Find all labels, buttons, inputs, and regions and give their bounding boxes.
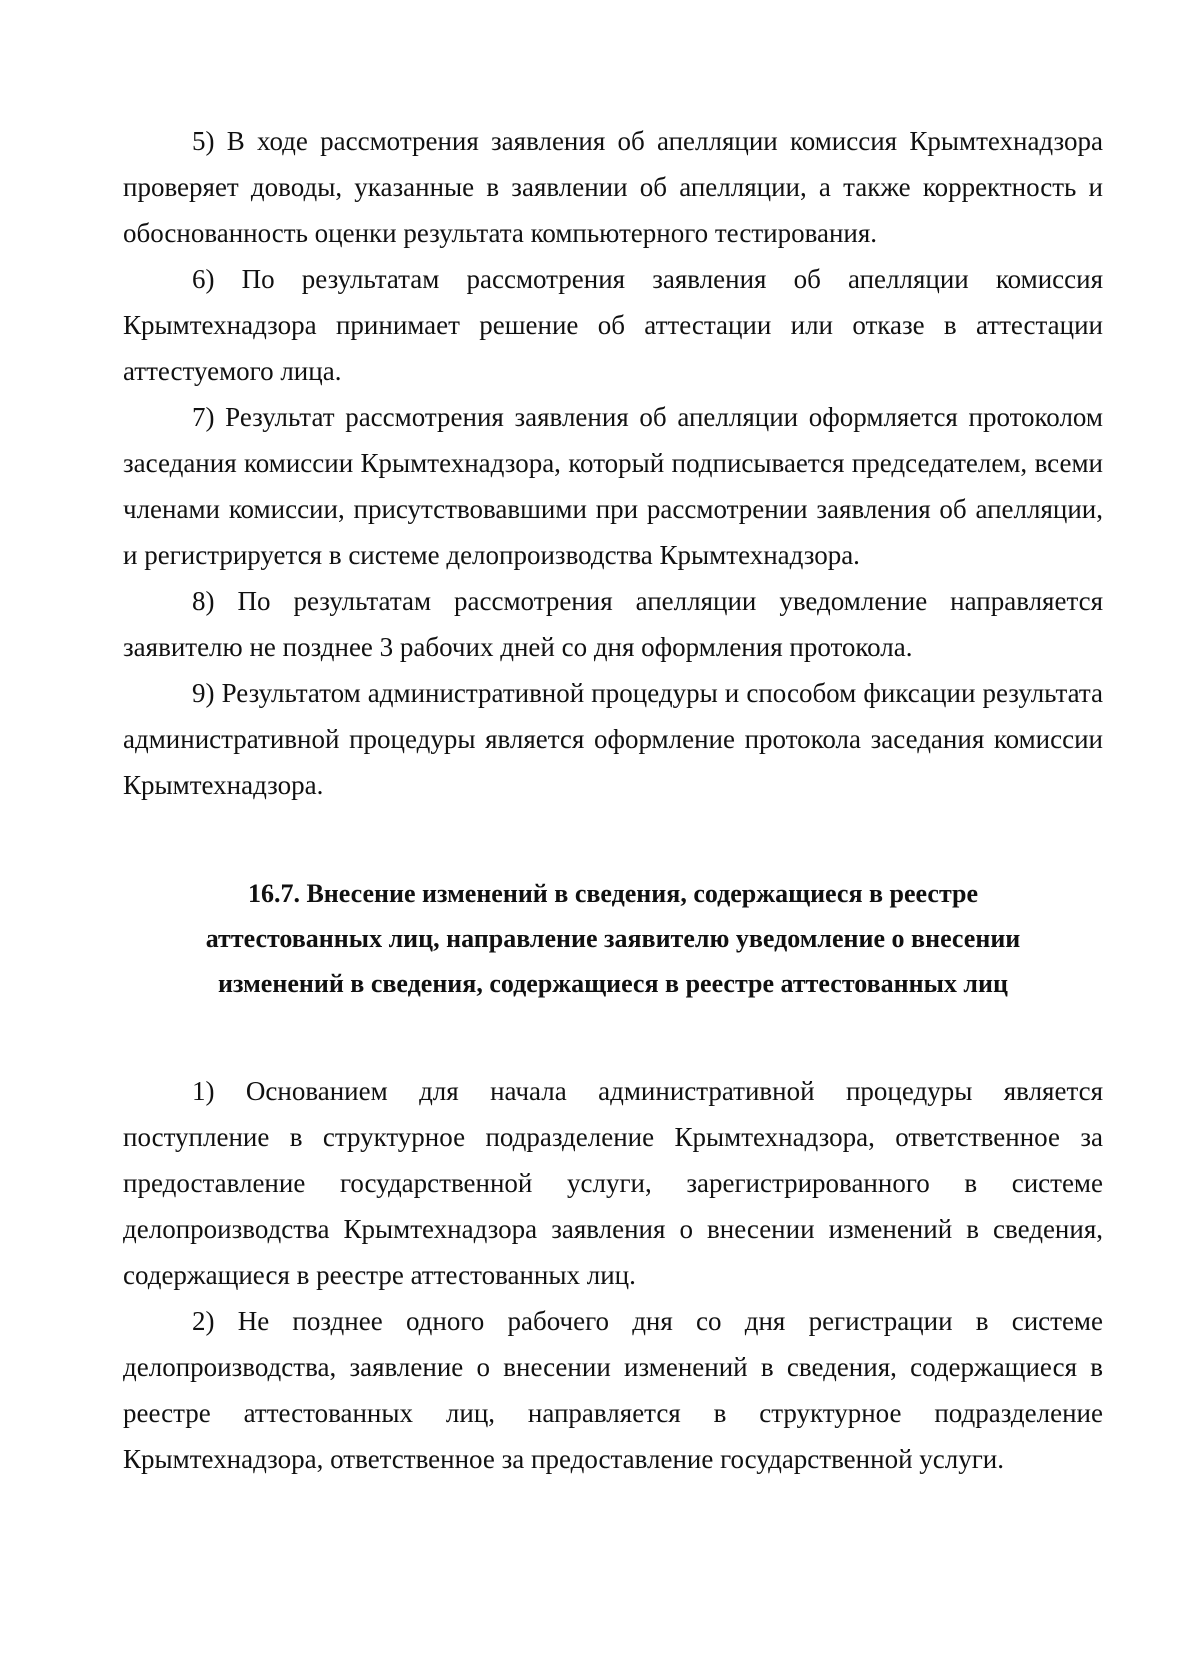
paragraph-1: 1) Основанием для начала административной процедуры является поступление в структурное подразделение Крымтехнадзора, ответственное за предоставление государственной услуги, зарегистрированного в системе делопроизводства Крымтехнадзора заявления о внесении изменений в сведения, содержащиеся в реестре аттестованных лиц. [123,1076,1103,1290]
page-content [123,118,1103,1482]
paragraph-8: 8) По результатам рассмотрения апелляции уведомление направляется заявителю не позднее 3 рабочих дней со дня оформления протокола. [123,586,1103,662]
section-appeal-procedure [123,118,1103,808]
paragraph-9: 9) Результатом административной процедуры и способом фиксации результата административной процедуры является оформление протокола заседания комиссии Крымтехнадзора. [123,678,1103,800]
paragraph-7: 7) Результат рассмотрения заявления об апелляции оформляется протоколом заседания комиссии Крымтехнадзора, который подписывается председателем, всеми членами комиссии, присутствовавшими при рассмотрении заявления об апелляции, и регистрируется в системе делопроизводства Крымтехнадзора. [123,402,1103,570]
paragraph-5: 5) В ходе рассмотрения заявления об апелляции комиссия Крымтехнадзора проверяет доводы, указанные в заявлении об апелляции, а также корректность и обоснованность оценки результата компьютерного тестирования. [123,126,1103,248]
paragraph-2: 2) Не позднее одного рабочего дня со дня регистрации в системе делопроизводства, заявление о внесении изменений в сведения, содержащиеся в реестре аттестованных лиц, направляется в структурное подразделение Крымтехнадзора, ответственное за предоставление государственной услуги. [123,1306,1103,1474]
section-heading-16-7: 16.7. Внесение изменений в сведения, содержащиеся в реестре аттестованных лиц, направление заявителю уведомление о внесении изменений в сведения, содержащиеся в реестре аттестованных лиц [205,879,1021,998]
paragraph-6: 6) По результатам рассмотрения заявления об апелляции комиссия Крымтехнадзора принимает решение об аттестации или отказе в аттестации аттестуемого лица. [123,264,1103,386]
section-registry-changes [123,1068,1103,1482]
